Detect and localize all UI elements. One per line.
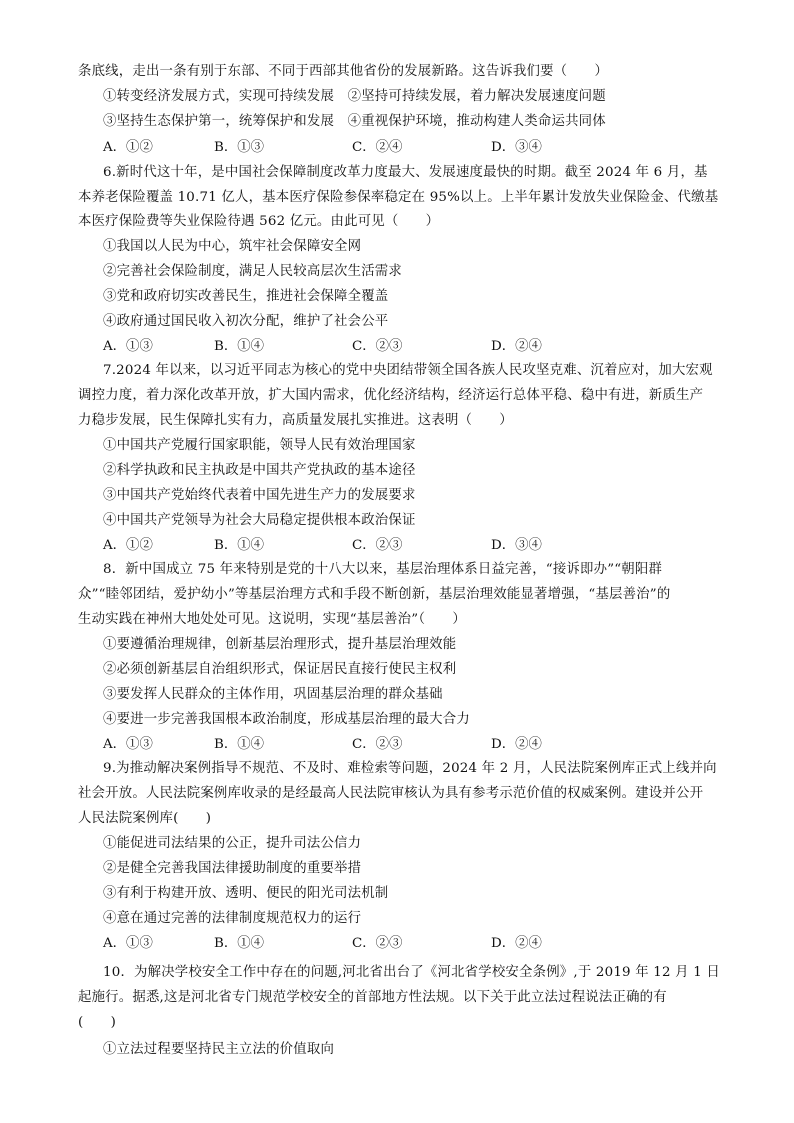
q8-choice-a: A．①③ bbox=[103, 737, 153, 752]
q8-choice-d: D．②④ bbox=[491, 737, 542, 752]
q8-option-1: ①要遵循治理规律，创新基层治理形式，提升基层治理效能 bbox=[103, 637, 457, 652]
q9-stem-line-2: 社会开放。人民法院案例库收录的是经最高人民法院审核认为具有参考示范价值的权威案例。建设并公开 bbox=[78, 786, 704, 801]
q9-stem-line-3: 人民法院案例库( ) bbox=[78, 811, 212, 826]
q6-option-2: ②完善社会保险制度，满足人民较高层次生活需求 bbox=[103, 264, 402, 279]
q10-option-1: ①立法过程要坚持民主立法的价值取向 bbox=[103, 1042, 335, 1057]
q6-option-1: ①我国以人民为中心，筑牢社会保障安全网 bbox=[103, 239, 362, 254]
q7-stem-line-3: 力稳步发展，民生保障扎实有力，高质量发展扎实推进。这表明（ ） bbox=[78, 413, 513, 428]
q5-choice-c: C．②④ bbox=[352, 140, 403, 155]
q10-stem-line-2: 起施行。据悉,这是河北省专门规范学校安全的首部地方性法规。以下关于此立法过程说法正确的有 bbox=[78, 990, 667, 1005]
q5-options-3-4: ③坚持生态保护第一，统筹保护和发展 ④重视保护环境，推动构建人类命运共同体 bbox=[103, 114, 606, 129]
q9-choice-b: B．①④ bbox=[214, 936, 265, 951]
q5-choice-d: D．③④ bbox=[491, 140, 542, 155]
q6-stem-line-1: 6.新时代这十年，是中国社会保障制度改革力度最大、发展速度最快的时期。截至 2024 年 6 月，基 bbox=[103, 165, 708, 180]
q6-choices bbox=[103, 338, 703, 356]
q6-option-4: ④政府通过国民收入初次分配，维护了社会公平 bbox=[103, 314, 389, 329]
q8-stem-line-3: 生动实践在神州大地处处可见。这说明，实现“基层善治”（ ） bbox=[78, 612, 466, 627]
q7-choice-a: A．①② bbox=[103, 538, 153, 553]
q7-option-3: ③中国共产党始终代表着中国先进生产力的发展要求 bbox=[103, 488, 416, 503]
q8-choice-b: B．①④ bbox=[214, 737, 265, 752]
q5-options-1-2: ①转变经济发展方式，实现可持续发展 ②坚持可持续发展，着力解决发展速度问题 bbox=[103, 89, 606, 104]
q9-choices bbox=[103, 935, 703, 953]
q6-choice-c: C．②③ bbox=[352, 339, 403, 354]
q6-option-3: ③党和政府切实改善民生，推进社会保障全覆盖 bbox=[103, 289, 389, 304]
q7-choice-b: B．①④ bbox=[214, 538, 265, 553]
q9-option-1: ①能促进司法结果的公正，提升司法公信力 bbox=[103, 836, 362, 851]
q7-option-2: ②科学执政和民主执政是中国共产党执政的基本途径 bbox=[103, 463, 416, 478]
q5-choice-b: B．①③ bbox=[214, 140, 265, 155]
q7-choice-c: C．②③ bbox=[352, 538, 403, 553]
q8-stem-line-1: 8．新中国成立 75 年来特别是党的十八大以来，基层治理体系日益完善，“接诉即办”“朝阳群 bbox=[103, 562, 663, 577]
q9-choice-a: A．①③ bbox=[103, 936, 153, 951]
q9-choice-c: C．②③ bbox=[352, 936, 403, 951]
q6-choice-d: D．②④ bbox=[491, 339, 542, 354]
q9-option-4: ④意在通过完善的法律制度规范权力的运行 bbox=[103, 911, 362, 926]
q5-choices bbox=[103, 139, 703, 157]
q8-choice-c: C．②③ bbox=[352, 737, 403, 752]
q10-stem-line-1: 10．为解决学校安全工作中存在的问题,河北省出台了《河北省学校安全条例》,于 2019 年 12 月 1 日 bbox=[103, 965, 720, 980]
q7-stem-line-2: 调控力度，着力深化改革开放，扩大国内需求，优化经济结构，经济运行总体平稳、稳中有进，新质生产 bbox=[78, 388, 704, 403]
q6-stem-line-3: 本医疗保险费等失业保险待遇 562 亿元。由此可见（ ） bbox=[78, 214, 440, 229]
q9-choice-d: D．②④ bbox=[491, 936, 542, 951]
q5-stem-end: 条底线，走出一条有别于东部、不同于西部其他省份的发展新路。这告诉我们要（ ） bbox=[78, 64, 609, 79]
q6-choice-a: A．①③ bbox=[103, 339, 153, 354]
q8-option-3: ③要发挥人民群众的主体作用，巩固基层治理的群众基础 bbox=[103, 687, 443, 702]
q7-stem-line-1: 7.2024 年以来，以习近平同志为核心的党中央团结带领全国各族人民攻坚克难、沉着应对，加大宏观 bbox=[103, 363, 713, 378]
q7-option-1: ①中国共产党履行国家职能，领导人民有效治理国家 bbox=[103, 438, 416, 453]
q8-option-4: ④要进一步完善我国根本政治制度，形成基层治理的最大合力 bbox=[103, 712, 470, 727]
q9-stem-line-1: 9.为推动解决案例指导不规范、不及时、难检索等问题，2024 年 2 月，人民法院案例库正式上线并向 bbox=[103, 761, 717, 776]
q9-option-2: ②是健全完善我国法律援助制度的重要举措 bbox=[103, 861, 362, 876]
q6-choice-b: B．①④ bbox=[214, 339, 265, 354]
q8-stem-line-2: 众”“睦邻团结，爱护幼小”等基层治理方式和手段不断创新，基层治理效能显著增强，“基层善治”的 bbox=[78, 587, 671, 602]
q5-choice-a: A．①② bbox=[103, 140, 153, 155]
q10-stem-line-3: ( ) bbox=[78, 1015, 117, 1030]
q7-choices bbox=[103, 537, 703, 555]
q6-stem-line-2: 本养老保险覆盖 10.71 亿人，基本医疗保险参保率稳定在 95%以上。上半年累计发放失业保险金、代缴基 bbox=[78, 190, 719, 205]
q7-option-4: ④中国共产党领导为社会大局稳定提供根本政治保证 bbox=[103, 513, 416, 528]
q9-option-3: ③有利于构建开放、透明、便民的阳光司法机制 bbox=[103, 886, 389, 901]
q8-choices bbox=[103, 736, 703, 754]
q7-choice-d: D．③④ bbox=[491, 538, 542, 553]
q8-option-2: ②必须创新基层自治组织形式，保证居民直接行使民主权利 bbox=[103, 662, 457, 677]
